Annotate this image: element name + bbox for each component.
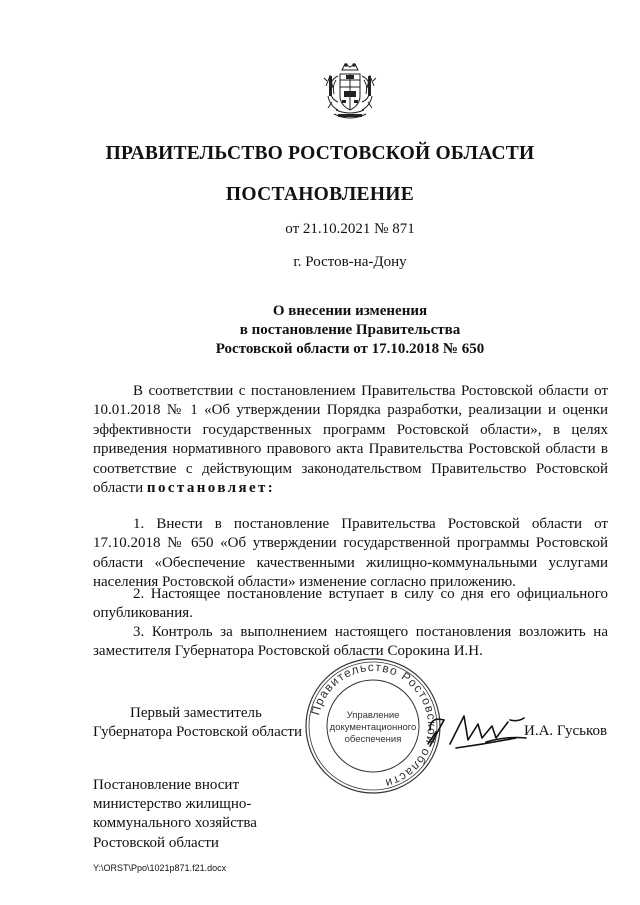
stamp-ring-text: Правительство Ростовской области: [308, 659, 440, 791]
submitted-line-4: Ростовской области: [93, 834, 219, 851]
signatory-position: [93, 704, 302, 742]
government-title: ПРАВИТЕЛЬСТВО РОСТОВСКОЙ ОБЛАСТИ: [105, 143, 535, 164]
item-3: 3. Контроль за выполнением настоящего постановления возложить на заместителя Губернатора Ростовской области Сорокина И.Н.: [93, 624, 608, 660]
submitted-line-3: коммунального хозяйства: [93, 815, 257, 832]
subject-line-1: О внесении изменения: [272, 303, 428, 319]
intro-text: В соответствии с постановлением Правительства Ростовской области от 10.01.2018 № 1 «Об утверждении Порядка разработки, реализации и оценки эффективности государственных программ Ростовской области», в целях приведения нормативного правового акта Правительства Ростовской области в соответствие с действующим законодательством Правительство Ростовской области: [93, 383, 608, 497]
position-line-1: Первый заместитель: [130, 705, 262, 721]
stamp-line-3: обеспечения: [344, 734, 402, 745]
subject-line-2: в постановление Правительства: [239, 322, 461, 338]
item-2: 2. Настоящее постановление вступает в силу со дня его официального опубликования.: [93, 586, 608, 622]
intro-paragraph: [93, 382, 608, 498]
submitted-line-2: министерство жилищно-: [93, 796, 252, 813]
city: г. Ростов-на-Дону: [293, 254, 407, 270]
position-line-2: Губернатора Ростовской области: [93, 724, 303, 740]
coat-of-arms-icon: [316, 58, 384, 126]
handwritten-signature: [426, 710, 530, 754]
file-path: Y:\ORST\Ppo\1021p871.f21.docx: [93, 863, 227, 873]
resolves-word: постановляет:: [146, 480, 276, 497]
signatory-name: И.А. Гуськов: [524, 723, 608, 739]
official-stamp: [303, 656, 443, 796]
submitted-line-1: Постановление вносит: [93, 777, 240, 793]
submitted-by: [93, 776, 257, 853]
document-type: ПОСТАНОВЛЕНИЕ: [225, 184, 415, 205]
stamp-line-2: документационного: [329, 722, 417, 733]
stamp-line-1: Управление: [346, 710, 400, 721]
date-number: от 21.10.2021 № 871: [285, 221, 415, 237]
subject-line-3: Ростовской области от 17.10.2018 № 650: [215, 341, 485, 357]
item-1: 1. Внести в постановление Правительства Ростовской области от 17.10.2018 № 650 «Об утверждении государственной программы Ростовской области «Обеспечение качественными жилищно-коммунальными услугами населения Ростовской области» изменение согласно приложению.: [93, 516, 608, 591]
